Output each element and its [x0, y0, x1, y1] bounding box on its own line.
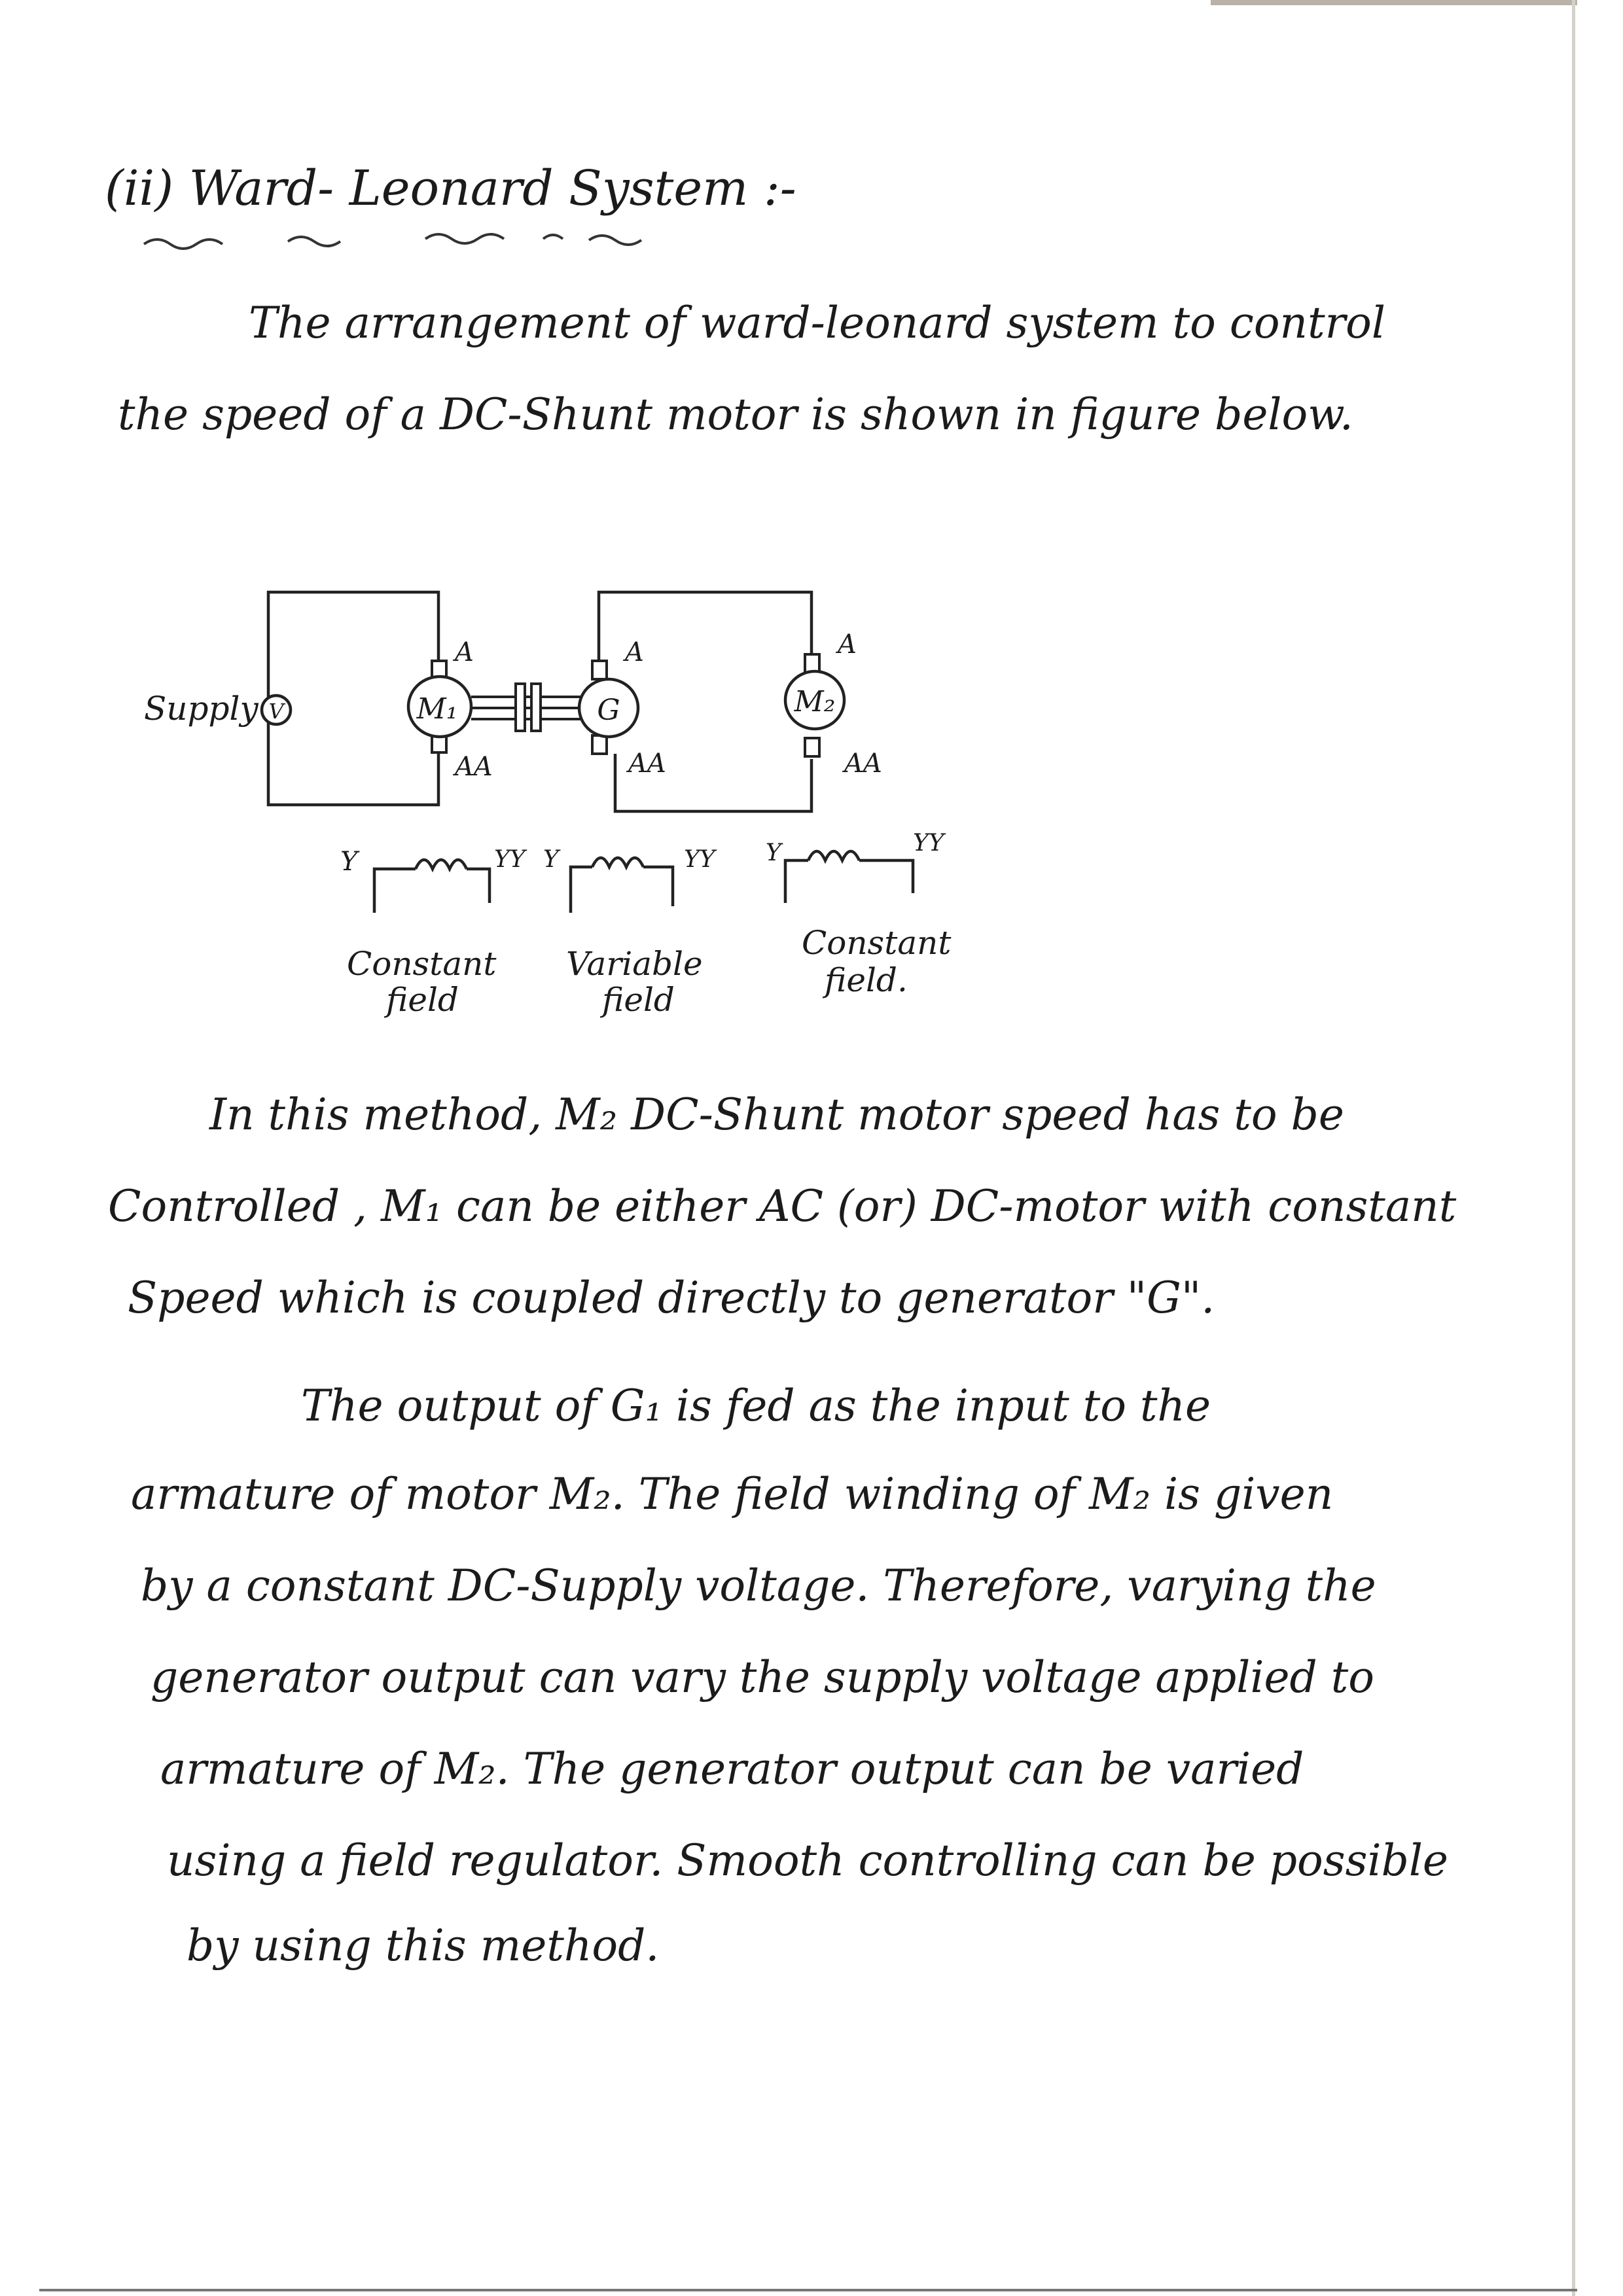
para2-line-6: using a field regulator. Smooth controlling can be possible	[167, 1835, 1448, 1886]
field3-terminal-y: Y	[766, 839, 781, 866]
field3-terminal-yy: YY	[913, 830, 944, 857]
field-winding-1	[340, 846, 527, 913]
m2-terminal-aa: AA	[844, 749, 882, 779]
intro-line-2: the speed of a DC-Shunt motor is shown in figure below.	[118, 389, 1353, 440]
g-terminal-a: A	[625, 637, 644, 667]
motor-m2	[785, 654, 844, 756]
field1-label-line1: Constant	[347, 945, 497, 983]
section-heading: (ii) Ward- Leonard System :-	[105, 160, 796, 217]
field1-terminal-y: Y	[340, 847, 358, 877]
shaft-coupling	[471, 684, 589, 731]
field3-label-line2: field.	[825, 961, 908, 999]
para1-line-3: Speed which is coupled directly to generator "G".	[128, 1273, 1215, 1323]
para2-line-5: armature of M₂. The generator output can be varied	[160, 1744, 1304, 1794]
field2-label-line1: Variable	[566, 945, 703, 983]
para2-line-4: generator output can vary the supply voltage applied to	[151, 1652, 1375, 1703]
voltage-source-symbol: V	[268, 699, 284, 724]
field-winding-3	[766, 830, 946, 903]
m2-terminal-a: A	[838, 629, 857, 660]
page-bottom-edge	[39, 2289, 1577, 2291]
field2-terminal-y: Y	[543, 846, 559, 873]
m1-terminal-a: A	[455, 637, 474, 667]
m1-terminal-aa: AA	[455, 752, 493, 782]
voltage-source	[262, 696, 291, 724]
heading-underline	[137, 226, 674, 252]
field2-terminal-yy: YY	[684, 846, 715, 873]
page-top-edge	[1211, 0, 1577, 5]
para2-line-7: by using this method.	[187, 1920, 660, 1971]
supply-label: Supply	[144, 690, 259, 728]
g-terminal-aa: AA	[628, 749, 666, 779]
motor-m1	[408, 661, 471, 752]
para2-line-3: by a constant DC-Supply voltage. Therefore, varying the	[141, 1561, 1376, 1611]
field1-label-line2: field	[386, 981, 459, 1019]
para1-line-1: In this method, M₂ DC-Shunt motor speed has to be	[209, 1089, 1344, 1140]
generator-g	[579, 661, 638, 754]
para2-line-2: armature of motor M₂. The field winding of M₂ is given	[131, 1469, 1334, 1519]
field3-label-line1: Constant	[802, 924, 952, 962]
ward-leonard-diagram	[131, 563, 1047, 1034]
para1-line-2: Controlled , M₁ can be either AC (or) DC-motor with constant	[108, 1181, 1457, 1231]
field1-terminal-yy: YY	[494, 846, 526, 873]
intro-line-1: The arrangement of ward-leonard system to control	[249, 298, 1385, 348]
motor1-label: M₁	[416, 692, 458, 726]
page-right-edge	[1572, 0, 1575, 2296]
field2-label-line2: field	[602, 981, 675, 1019]
para2-line-1: The output of G₁ is fed as the input to the	[301, 1381, 1211, 1431]
motor2-label: M₂	[794, 685, 836, 718]
generator-label: G	[597, 694, 620, 727]
field-winding-2	[543, 846, 717, 913]
